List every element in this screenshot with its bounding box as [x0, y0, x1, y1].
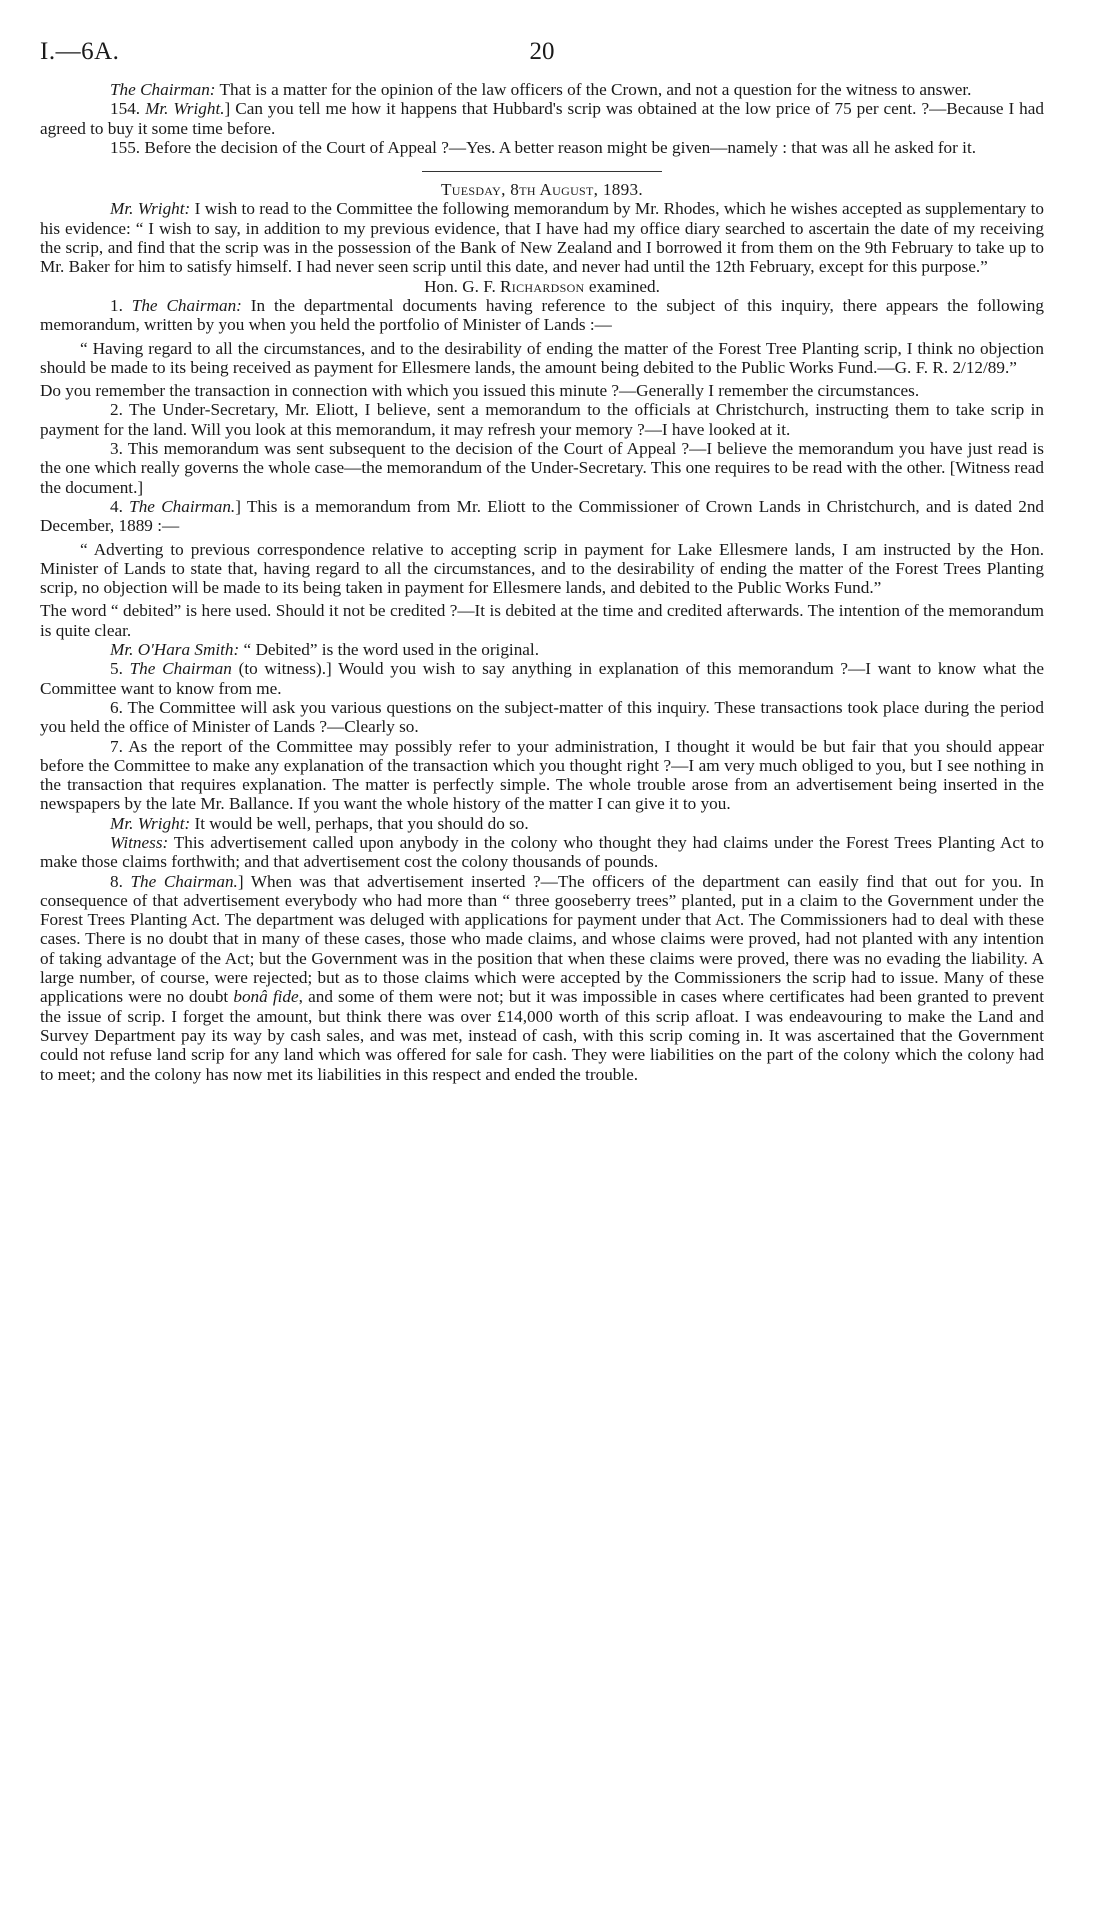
question-number: 8.	[110, 871, 131, 891]
quoted-memorandum-1: “ Having regard to all the circumstances, and to the desirability of ending the matter of the Forest Tree Planting scrip, I think no objection should be made to its being received as payment for Ellesmere lands, the amount being debited to the Public Works Fund.—G. F. R. 2/12/89.”	[40, 338, 1044, 377]
question-6: 6. The Committee will ask you various questions on the subject-matter of this inquiry. These transactions took place during the period you held the office of Minister of Lands ?—Clearly so.	[40, 697, 1044, 737]
question-1	[40, 296, 1044, 335]
paragraph-text: ] This is a memorandum from Mr. Eliott to the Commissioner of Crown Lands in Christchurch, and is dated 2nd December, 1889 :—	[40, 496, 1045, 536]
paragraph-text: ] When was that advertisement inserted ?—The officers of the department can easily find that out for you. In consequence of that advertisement everybody who had more than “ three gooseberry trees” planted, put in a claim to the Government under the Forest Trees Planting Act. The department was deluged with applications for payment under that Act. The Commissioners had to deal with these cases. There is no doubt that in many of these cases, those who made claims, and whose claims were proved, had not planted with any intention of taking advantage of the Act; but the Government was in the position that when these claims were proved, there was no evading the liability. A large number, of course, were rejected; but as to those claims which were accepted by the Commissioners the scrip had to issue. Many of these applications were no doubt	[40, 871, 1045, 1007]
question-155: 155. Before the decision of the Court of Appeal ?—Yes. A better reason might be given—namely : that was all he asked for it.	[110, 137, 977, 157]
paragraph-text: That is a matter for the opinion of the law officers of the Crown, and not a question for the witness to answer.	[215, 80, 972, 99]
witness-name: Richardson	[500, 276, 585, 296]
question-5	[40, 659, 1044, 698]
question-number: 4.	[110, 496, 130, 516]
question-3: 3. This memorandum was sent subsequent to the decision of the Court of Appeal ?—I believe the memorandum you have just read is the one which really governs the whole case—the memorandum of the Under-Secretary. This one requires to be read with the other. [Witness read the document.]	[40, 439, 1044, 497]
paragraph-text: It would be well, perhaps, that you should do so.	[190, 813, 529, 833]
paragraph-ohara-smith	[40, 640, 1044, 659]
paragraph-text: ] Can you tell me how it happens that Hubbard's scrip was obtained at the low price of 75 per cent. ?—Because I had agreed to buy it some time before.	[40, 99, 1044, 138]
document-body	[40, 80, 1044, 1084]
examined-heading: Hon. G. F. Richardson examined.	[424, 276, 660, 296]
question-number: 5.	[110, 659, 130, 679]
speaker: Mr. Wright.	[145, 99, 225, 119]
debited-paragraph: The word “ debited” is here used. Should it not be credited ?—It is debited at the time and credited afterwards. The intention of the memorandum is quite clear.	[40, 601, 1044, 640]
speaker: The Chairman	[129, 659, 232, 679]
question-4	[40, 497, 1044, 536]
speaker: Mr. Wright:	[110, 813, 191, 833]
speaker: Mr. O'Hara Smith:	[110, 640, 240, 660]
speaker: Witness:	[110, 832, 169, 852]
date-heading: Tuesday, 8th August, 1893.	[440, 180, 644, 200]
speaker: The Chairman.	[129, 496, 236, 516]
question-2: 2. The Under-Secretary, Mr. Eliott, I believe, sent a memorandum to the officials at Christchurch, instructing them to take scrip in payment for the land. Will you look at this memorandum, it may refresh your memory ?—I have looked at it.	[40, 400, 1044, 439]
question-7: 7. As the report of the Committee may possibly refer to your administration, I thought it would be but fair that you should appear before the Committee to make any explanation of the transaction which you thought right ?—I am very much obliged to you, but I see nothing in the transaction that requires explanation. The matter is perfectly simple. The whole trouble arose from an advertisement being inserted in the newspapers by the late Mr. Ballance. If you want the whole history of the matter I can give it to you.	[40, 736, 1044, 814]
speaker: Mr. Wright:	[110, 199, 191, 219]
paragraph-text: This advertisement called upon anybody in the colony who thought they had claims under the Forest Trees Planting Act to make those claims forthwith; and that advertisement cost the colony thousands of pounds.	[40, 832, 1044, 872]
speaker: The Chairman.	[130, 871, 238, 891]
speaker: The Chairman:	[110, 80, 216, 99]
paragraph-chairman-remark	[40, 80, 1044, 99]
question-number: 1.	[110, 295, 132, 315]
answer-1: Do you remember the transaction in connection with which you issued this minute ?—Generally I remember the circumstances.	[40, 381, 920, 401]
document-id: I.—6A.	[40, 38, 120, 65]
document-page	[40, 34, 1044, 1894]
quoted-memorandum-2: “ Adverting to previous correspondence relative to accepting scrip in payment for Lake Ellesmere lands, I am instructed by the Hon. Minister of Lands to state that, having regard to all the circumstances, and to the desirability of ending the matter of the Forest Trees Planting scrip, no objection will be made to its being taken in payment for Ellesmere lands, and debited to the Public Works Fund.”	[40, 539, 1044, 598]
paragraph-text: I wish to read to the Committee the following memorandum by Mr. Rhodes, which he wishes accepted as supplementary to his evidence: “ I wish to say, in addition to my previous evidence, that I have had my office diary searched to ascertain the date of my receiving the scrip, and find that the scrip was in the possession of the Bank of New Zealand and I borrowed it from them on the 9th February to take up to Mr. Baker for him to satisfy himself. I had never seen scrip until this date, and never had until the 12th February, except for this purpose.”	[40, 199, 1044, 277]
section-divider	[422, 171, 662, 172]
paragraph-text: “ Debited” is the word used in the original.	[239, 640, 539, 660]
question-8	[40, 872, 1044, 1084]
paragraph-wright-2	[40, 814, 1044, 833]
page-number: 20	[529, 38, 555, 65]
paragraph-text: In the departmental documents having reference to the subject of this inquiry, there appears the following memorandum, written by you when you held the portfolio of Minister of Lands :—	[40, 295, 1044, 335]
paragraph-text: , and some of them were not; but it was impossible in cases where certificates had been granted to prevent the issue of scrip. I forget the amount, but think there was over £14,000 worth of this scrip afloat. I was endeavouring to make the Land and Survey Department pay its way by cash sales, and was met, instead of cash, with this scrip coming in. It was ascertained that the Government could not refuse land scrip for any land which was offered for sale for cash. They were liabilities on the part of the colony which the colony had to meet; and the colony has now met its liabilities in this respect and ended the trouble.	[40, 987, 1044, 1084]
latin-phrase: bonâ fide	[233, 987, 299, 1007]
paragraph-wright-memorandum	[40, 199, 1044, 276]
question-154	[40, 99, 1044, 138]
speaker: The Chairman:	[131, 295, 242, 315]
paragraph-text: (to witness).] Would you wish to say anything in explanation of this memorandum ?—I want to know what the Committee want to know from me.	[40, 659, 1044, 698]
page-header	[40, 34, 1044, 68]
question-number: 154.	[110, 99, 146, 119]
paragraph-witness	[40, 833, 1044, 872]
